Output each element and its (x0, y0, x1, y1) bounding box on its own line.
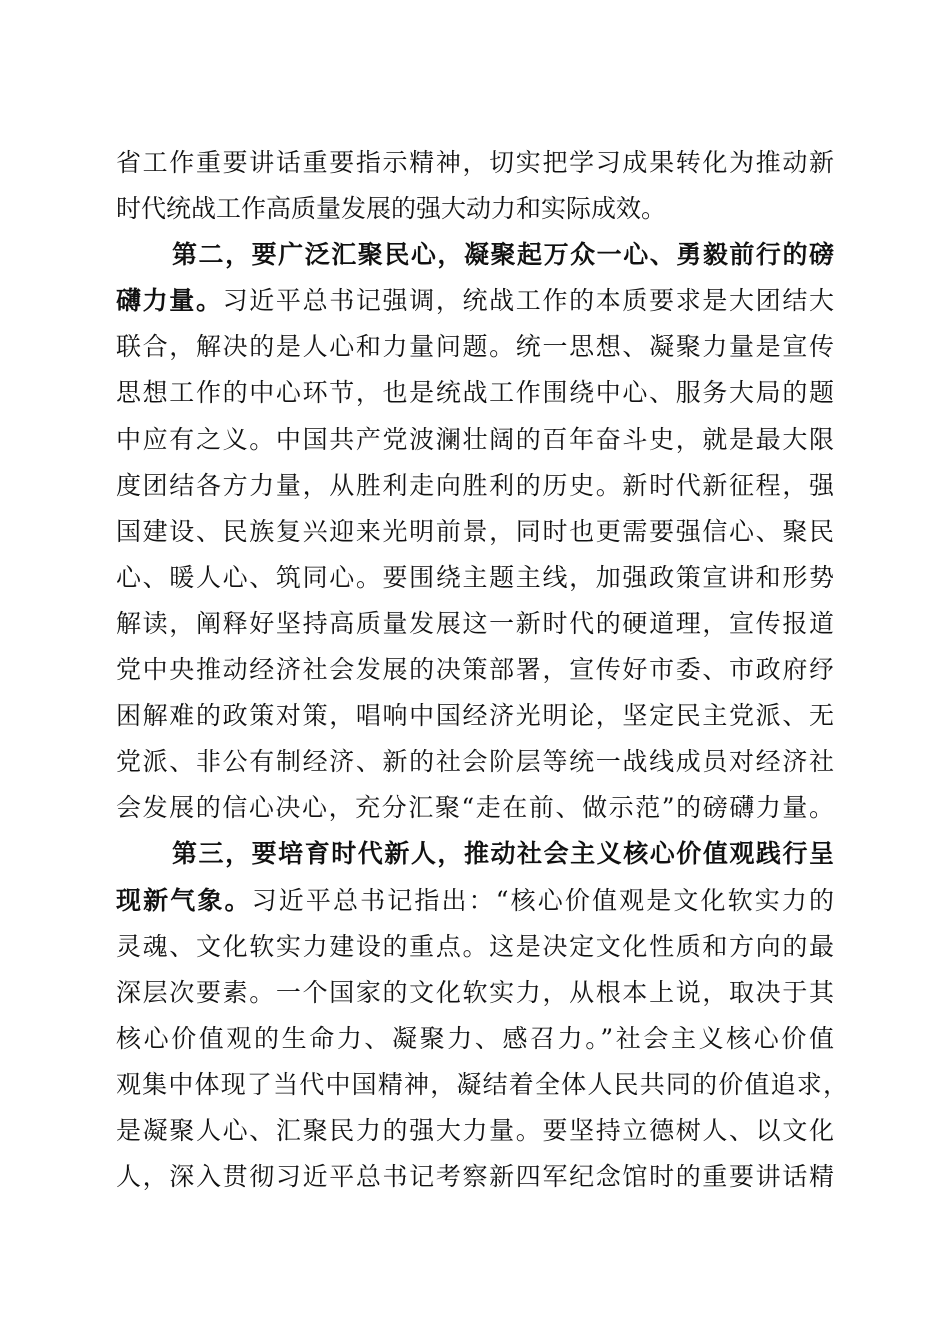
text-line: 核心价值观的生命力、凝聚力、感召力。”社会主义核心价值 (116, 1023, 834, 1053)
body-text (116, 140, 848, 1200)
text-line: 国建设、民族复兴迎来光明前景，同时也更需要强信心、聚民 (116, 516, 834, 546)
text-line: 党中央推动经济社会发展的决策部署，宣传好市委、市政府纾 (116, 655, 834, 685)
text-line: 度团结各方力量，从胜利走向胜利的历史。新时代新征程，强 (116, 470, 834, 500)
bold-lead: 第三，要培育时代新人，推动社会主义核心价值观践行呈 (172, 839, 834, 869)
paragraph-heading-line (116, 232, 834, 278)
text-line: 联合，解决的是人心和力量问题。统一思想、凝聚力量是宣传 (116, 332, 834, 362)
text-line: 省工作重要讲话重要指示精神，切实把学习成果转化为推动新 (116, 148, 834, 177)
text-line: 人，深入贯彻习近平总书记考察新四军纪念馆时的重要讲话精 (116, 1162, 834, 1192)
text-line: 中应有之义。中国共产党波澜壮阔的百年奋斗史，就是最大限 (116, 424, 834, 454)
text-line: 困解难的政策对策，唱响中国经济光明论，坚定民主党派、无 (116, 701, 834, 731)
text-line: 是凝聚人心、汇聚民力的强大力量。要坚持立德树人、以文化 (116, 1115, 834, 1145)
text-line: 心、暖人心、筑同心。要围绕主题主线，加强政策宣讲和形势 (116, 562, 834, 592)
text-line: 解读，阐释好坚持高质量发展这一新时代的硬道理，宣传报道 (116, 608, 834, 638)
text-line: 灵魂、文化软实力建设的重点。这是决定文化性质和方向的最 (116, 931, 834, 961)
text-line: 会发展的信心决心，充分汇聚“走在前、做示范”的磅礴力量。 (116, 793, 834, 823)
text-line: 时代统战工作高质量发展的强大动力和实际成效。 (116, 194, 667, 224)
text-line: 观集中体现了当代中国精神，凝结着全体人民共同的价值追求， (116, 1069, 848, 1099)
bold-lead: 第二，要广泛汇聚民心，凝聚起万众一心、勇毅前行的磅 (172, 240, 834, 270)
bold-lead: 现新气象。 (116, 885, 252, 915)
paragraph-heading-line (116, 831, 834, 877)
bold-lead: 礴力量。 (116, 286, 223, 316)
text-line: 思想工作的中心环节，也是统战工作围绕中心、服务大局的题 (116, 378, 834, 408)
text-line: 礴力量。习近平总书记强调，统战工作的本质要求是大团结大 (116, 286, 834, 316)
text-line: 深层次要素。一个国家的文化软实力，从根本上说，取决于其 (116, 977, 834, 1007)
text-line: 党派、非公有制经济、新的社会阶层等统一战线成员对经济社 (116, 747, 834, 777)
text-line: 现新气象。习近平总书记指出：“核心价值观是文化软实力的 (116, 885, 834, 915)
